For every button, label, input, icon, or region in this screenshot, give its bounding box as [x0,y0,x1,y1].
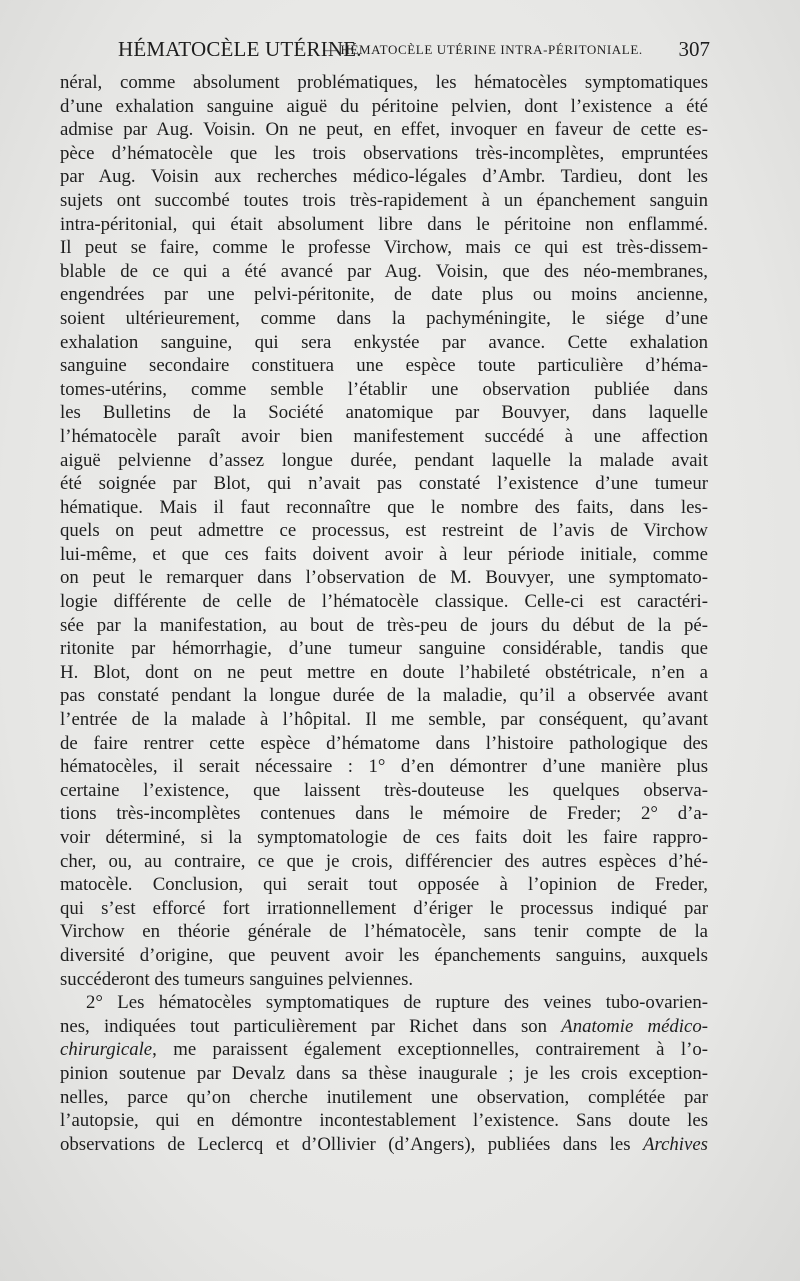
text-line: d’une exhalation sanguine aiguë du péritoine pelvien, dont l’existence a été [60,95,708,117]
text-line: 2° Les hématocèles symptomatiques de rupture des veines tubo-ovarien- [86,992,708,1014]
text-line: nelles, parce qu’on cherche inutilement une observation, complétée par [60,1086,708,1108]
text-line: de faire rentrer cette espèce d’hématome dans l’histoire pathologique des [60,732,708,754]
text-line: qui s’est efforcé fort irrationnellement d’ériger le processus indiqué par [60,897,708,919]
text-line: blable de ce qui a été avancé par Aug. Voisin, que des néo-membranes, [60,260,708,282]
book-title-anatomie: Anatomie médico- [561,1015,708,1037]
text-line: intra-péritonial, qui était absolument libre dans le péritoine non enflammé. [60,213,708,235]
text-line: diversité d’origine, que peuvent avoir les épanchements sanguins, auxquels [60,944,708,966]
text-line: soient ultérieurement, comme dans la pachyméningite, le siége d’une [60,307,708,329]
text-line: hématocèles, il serait nécessaire : 1° d’en démontrer d’une manière plus [60,756,708,778]
text-line: aiguë pelvienne d’assez longue durée, pendant laquelle la malade avait [60,449,708,471]
text-line: matocèle. Conclusion, qui serait tout opposée à l’opinion de Freder, [60,874,708,896]
text-line: néral, comme absolument problématiques, les hématocèles symptomatiques [60,72,708,93]
text-line: H. Blot, dont on ne peut mettre en doute l’habileté obstétricale, n’en a [60,661,708,683]
text-line: cher, ou, au contraire, ce que je crois, différencier des autres espèces d’hé- [60,850,708,872]
paragraph-2 [60,991,708,1156]
text-line: été soignée par Blot, qui n’avait pas constaté l’existence d’une tumeur [60,473,708,495]
book-title-chirurgicale: chirurgicale [60,1039,153,1061]
text-line: sée par la manifestation, au bout de très-peu de jours du début de la pé- [60,614,708,636]
text-line: pinion soutenue par Devalz dans sa thèse inaugurale ; je les crois exception- [60,1062,708,1084]
text-line: ritonite par hémorrhagie, d’une tumeur sanguine considérable, tandis que [60,638,708,660]
text-line: lui-même, et que ces faits doivent avoir à leur période initiale, comme [60,543,708,565]
text-line: on peut le remarquer dans l’observation de M. Bouvyer, une symptomato- [60,567,708,589]
running-header [118,36,710,62]
text-line: tomes-utérins, comme semble l’établir une observation publiée dans [60,378,708,400]
text-line: admise par Aug. Voisin. On ne peut, en effet, invoquer en faveur de cette es- [60,119,708,141]
text-line: Virchow en théorie générale de l’hématocèle, sans tenir compte de la [60,921,708,943]
text-line: logie différente de celle de l’hématocèle classique. Celle-ci est caractéri- [60,591,708,613]
text-line: l’autopsie, qui en démontre incontestablement l’existence. Sans doute les [60,1110,708,1132]
text-line: l’hématocèle paraît avoir bien manifestement succédé à une affection [60,425,708,447]
text-line: succéderont des tumeurs sanguines pelviennes. [60,968,414,990]
text-line: l’entrée de la malade à l’hôpital. Il me semble, par conséquent, qu’avant [60,709,708,731]
paragraph-1 [60,71,708,991]
text-segment: nes, indiquées tout particulièrement par Richet dans son [60,1015,562,1037]
text-segment: observations de Leclercq et d’Ollivier (d’Angers), publiées dans les [60,1133,643,1155]
text-line [60,1038,708,1062]
text-line: exhalation sanguine, qui sera enkystée par avance. Cette exhalation [60,331,708,353]
text-line: quels on peut admettre ce processus, est restreint de l’avis de Virchow [60,520,708,542]
text-line: voir déterminé, si la symptomatologie de ces faits doit les faire rappro- [60,827,708,848]
body-text [60,71,708,1156]
text-line: sanguine secondaire constituera une espèce toute particulière d’héma- [60,355,708,377]
text-line: Il peut se faire, comme le professe Virchow, mais ce qui est très-dissem- [60,237,708,259]
text-line [60,1015,708,1039]
text-line: hématique. Mais il faut reconnaître que le nombre des faits, dans les- [60,496,708,518]
text-line: par Aug. Voisin aux recherches médico-légales d’Ambr. Tardieu, dont les [60,166,708,188]
text-line: certaine l’existence, que laissent très-douteuse les quelques observa- [60,779,708,801]
text-line: sujets ont succombé toutes trois très-rapidement à un épanchement sanguin [60,189,708,211]
text-line: pas constaté pendant la longue durée de la maladie, qu’il a observée avant [60,685,708,707]
text-segment: , me paraissent également exceptionnelles, contrairement à l’o- [152,1039,708,1061]
text-line: engendrées par une pelvi-péritonite, de date plus ou moins ancienne, [60,284,708,306]
text-line: pèce d’hématocèle que les trois observations très-incomplètes, empruntées [60,142,708,164]
text-line: les Bulletins de la Société anatomique par Bouvyer, dans laquelle [60,402,708,424]
text-line [60,1133,708,1157]
header-title: HÉMATOCÈLE UTÉRINE. [118,37,362,61]
text-line: tions très-incomplètes contenues dans le mémoire de Freder; 2° d’a- [60,803,708,825]
page-number: 307 [678,37,710,61]
header-subtitle: — HÉMATOCÈLE UTÉRINE INTRA-PÉRITONIALE. [323,42,643,57]
journal-title-archives: Archives [642,1133,708,1155]
